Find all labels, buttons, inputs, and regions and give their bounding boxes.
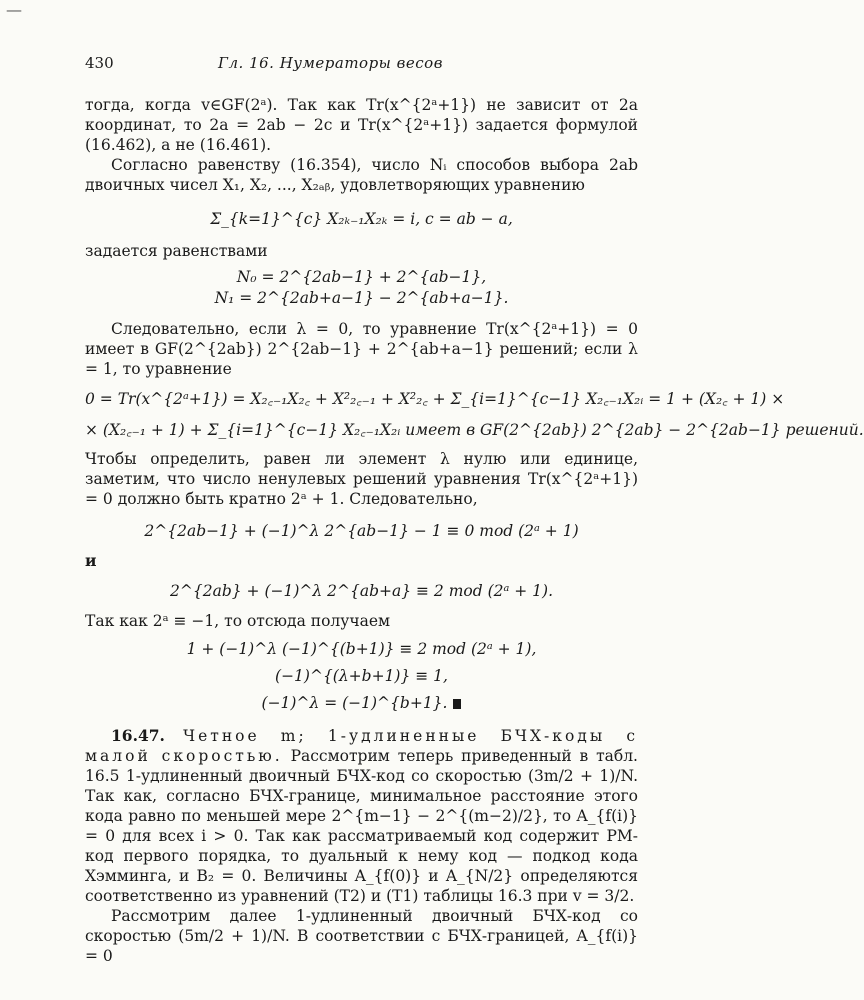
page-body bbox=[85, 95, 864, 966]
page-number: 430 bbox=[85, 54, 114, 72]
paragraph-1: тогда, когда v∈GF(2ᵃ). Так как Tr(x^{2ᵃ+1}) не зависит от 2a координат, то 2a = 2ab − 2c и Tr(x^{2ᵃ+1}) задается формулой (16.462), а не (16.461). bbox=[85, 96, 638, 154]
equation-block-n bbox=[85, 267, 638, 309]
paragraph-2: Согласно равенству (16.354), число Nᵢ способов выбора 2ab двоичных чисел X₁, X₂, ..., X₂ₐᵦ, удовлетворяющих уравнению bbox=[85, 156, 638, 194]
corner-mark: — bbox=[6, 0, 22, 19]
page-header bbox=[85, 54, 576, 76]
equation-sign-3 bbox=[85, 693, 638, 714]
paragraph-6: и bbox=[85, 551, 97, 570]
section-number: 16.47. bbox=[111, 726, 165, 745]
equation-sign-1: 1 + (−1)^λ (−1)^{(b+1)} ≡ 2 mod (2ᵃ + 1), bbox=[186, 640, 537, 658]
section-heading: Четное m; 1-удлиненные БЧХ-коды с малой скоростью. bbox=[85, 727, 638, 765]
end-of-proof-mark bbox=[453, 699, 461, 709]
equation-sign-2: (−1)^{(λ+b+1)} ≡ 1, bbox=[275, 667, 448, 685]
paragraph-7: Так как 2ᵃ ≡ −1, то отсюда получаем bbox=[85, 612, 391, 630]
section-text: Рассмотрим теперь приведенный в табл. 16.5 1-удлиненный двоичный БЧХ-код со скоростью (3m/2 + 1)/N. Так как, согласно БЧХ-границе, минимальное расстояние этого кода равно по меньшей мере 2^{m−1} − 2^{(m−2)/2}, то A_{f(i)} = 0 для всех i > 0. Так как рассматриваемый код содержит РМ-код первого порядка, то дуальный к нему код — подкод кода Хэмминга, и B₂ = 0. Величины A_{f(0)} и A_{N/2} определяются соответственно из уравнений (T2) и (T1) таблицы 16.3 при v = 3/2. bbox=[85, 747, 638, 905]
running-head: Гл. 16. Нумераторы весов bbox=[218, 54, 443, 72]
paragraph-4: Следовательно, если λ = 0, то уравнение Tr(x^{2ᵃ+1}) = 0 имеет в GF(2^{2ab}) 2^{2ab−1} + 2^{ab+a−1} решений; если λ = 1, то уравнение bbox=[85, 320, 638, 378]
equation-congruence-2: 2^{2ab} + (−1)^λ 2^{ab+a} ≡ 2 mod (2ᵃ + 1). bbox=[170, 582, 553, 600]
paragraph-5: Чтобы определить, равен ли элемент λ нулю или единице, заметим, что число ненулевых решений уравнения Tr(x^{2ᵃ+1}) = 0 должно быть кратно 2ᵃ + 1. Следовательно, bbox=[85, 450, 638, 508]
equation-trace-line-1: 0 = Tr(x^{2ᵃ+1}) = X₂꜀₋₁X₂꜀ + X²₂꜀₋₁ + X²₂꜀ + Σ_{i=1}^{c−1} X₂꜀₋₁X₂ᵢ = 1 + (X₂꜀ + 1) × bbox=[85, 390, 785, 408]
equation-n0: N₀ = 2^{2ab−1} + 2^{ab−1}, bbox=[236, 268, 487, 286]
equation-sum-condition: Σ_{k=1}^{c} X₂ₖ₋₁X₂ₖ = i, c = ab − a, bbox=[210, 210, 513, 228]
paragraph-8 bbox=[85, 726, 638, 906]
paragraph-3: задается равенствами bbox=[85, 242, 268, 260]
paragraph-9: Рассмотрим далее 1-удлиненный двоичный БЧХ-код со скоростью (5m/2 + 1)/N. В соответствии с БЧХ-границей, A_{f(i)} = 0 bbox=[85, 907, 638, 965]
equation-block-trace bbox=[85, 389, 864, 441]
equation-block-sign bbox=[85, 639, 638, 714]
equation-sign-3-text: (−1)^λ = (−1)^{b+1}. bbox=[261, 694, 448, 712]
equation-trace-line-2: × (X₂꜀₋₁ + 1) + Σ_{i=1}^{c−1} X₂꜀₋₁X₂ᵢ имеет в GF(2^{2ab}) 2^{2ab} − 2^{2ab−1} решений. bbox=[85, 421, 864, 439]
equation-congruence-1: 2^{2ab−1} + (−1)^λ 2^{ab−1} − 1 ≡ 0 mod (2ᵃ + 1) bbox=[144, 522, 579, 540]
equation-n1: N₁ = 2^{2ab+a−1} − 2^{ab+a−1}. bbox=[214, 289, 509, 307]
